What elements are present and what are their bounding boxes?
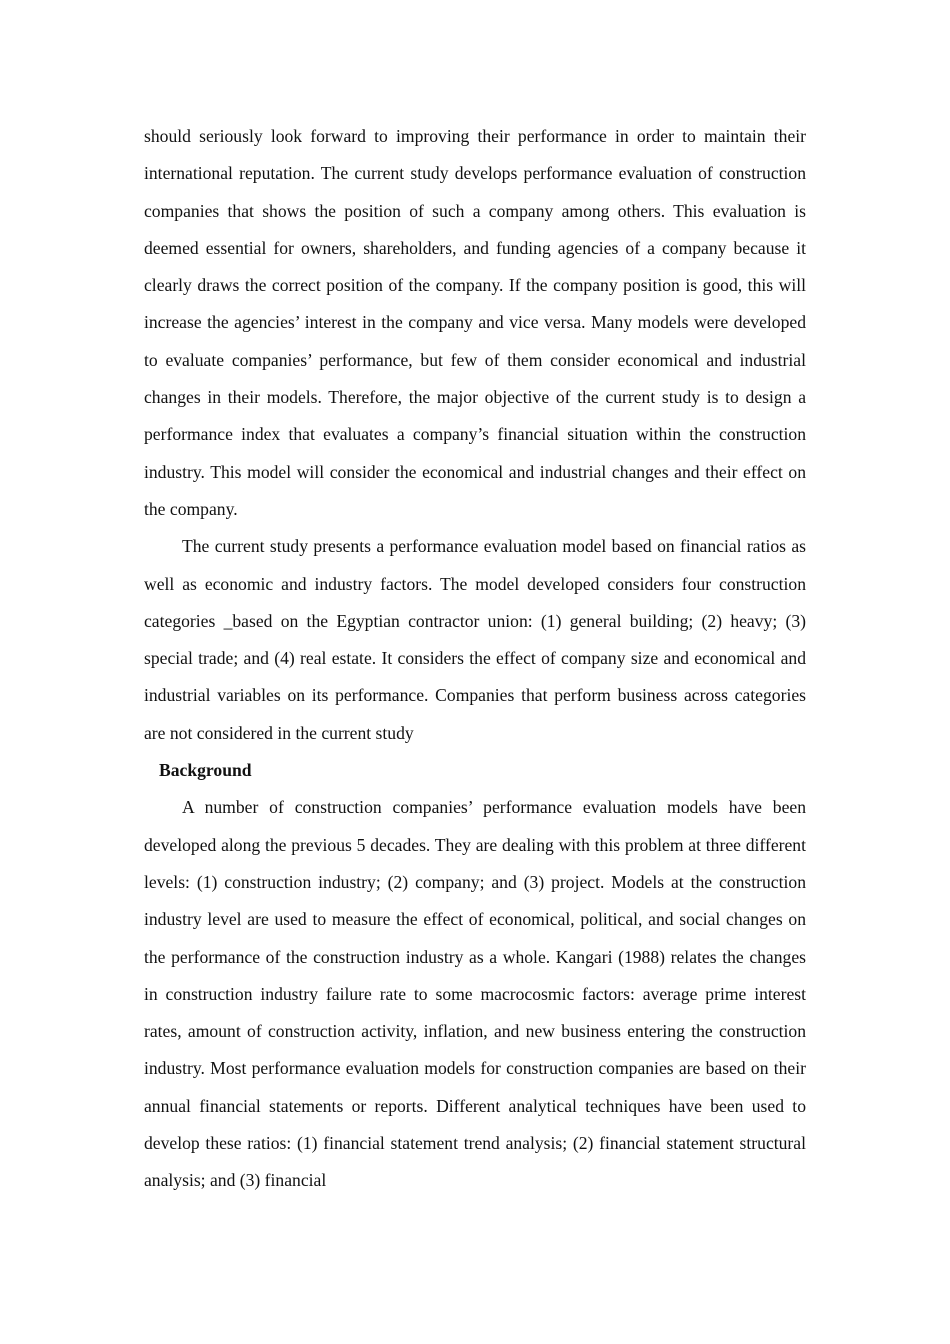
body-paragraph-intro-continued: should seriously look forward to improving their performance in order to maintain their international reputation. The current study develops performance evaluation of construction companies that shows the position of such a company among others. This evaluation is deemed essential for owners, shareholders, and funding agencies of a company because it clearly draws the correct position of the company. If the company position is good, this will increase the agencies’ interest in the company and vice versa. Many models were developed to evaluate companies’ performance, but few of them consider economical and industrial changes in their models. Therefore, the major objective of the current study is to design a performance index that evaluates a company’s financial situation within the construction industry. This model will consider the economical and industrial changes and their effect on the company. [144, 126, 806, 519]
section-heading-background: Background [159, 760, 252, 781]
document-page [144, 118, 806, 1200]
body-paragraph-study-model: The current study presents a performance evaluation model based on financial ratios as well as economic and industry factors. The model developed considers four construction categories _based on the Egyptian contractor union: (1) general building; (2) heavy; (3) special trade; and (4) real estate. It considers the effect of company size and economical and industrial variables on its performance. Companies that perform business across categories are not considered in the current study [144, 536, 806, 743]
body-paragraph-background: A number of construction companies’ performance evaluation models have been developed along the previous 5 decades. They are dealing with this problem at three different levels: (1) construction industry; (2) company; and (3) project. Models at the construction industry level are used to measure the effect of economical, political, and social changes on the performance of the construction industry as a whole. Kangari (1988) relates the changes in construction industry failure rate to some macrocosmic factors: average prime interest rates, amount of construction activity, inflation, and new business entering the construction industry. Most performance evaluation models for construction companies are based on their annual financial statements or reports. Different analytical techniques have been used to develop these ratios: (1) financial statement trend analysis; (2) financial statement structural analysis; and (3) financial [144, 797, 806, 1191]
